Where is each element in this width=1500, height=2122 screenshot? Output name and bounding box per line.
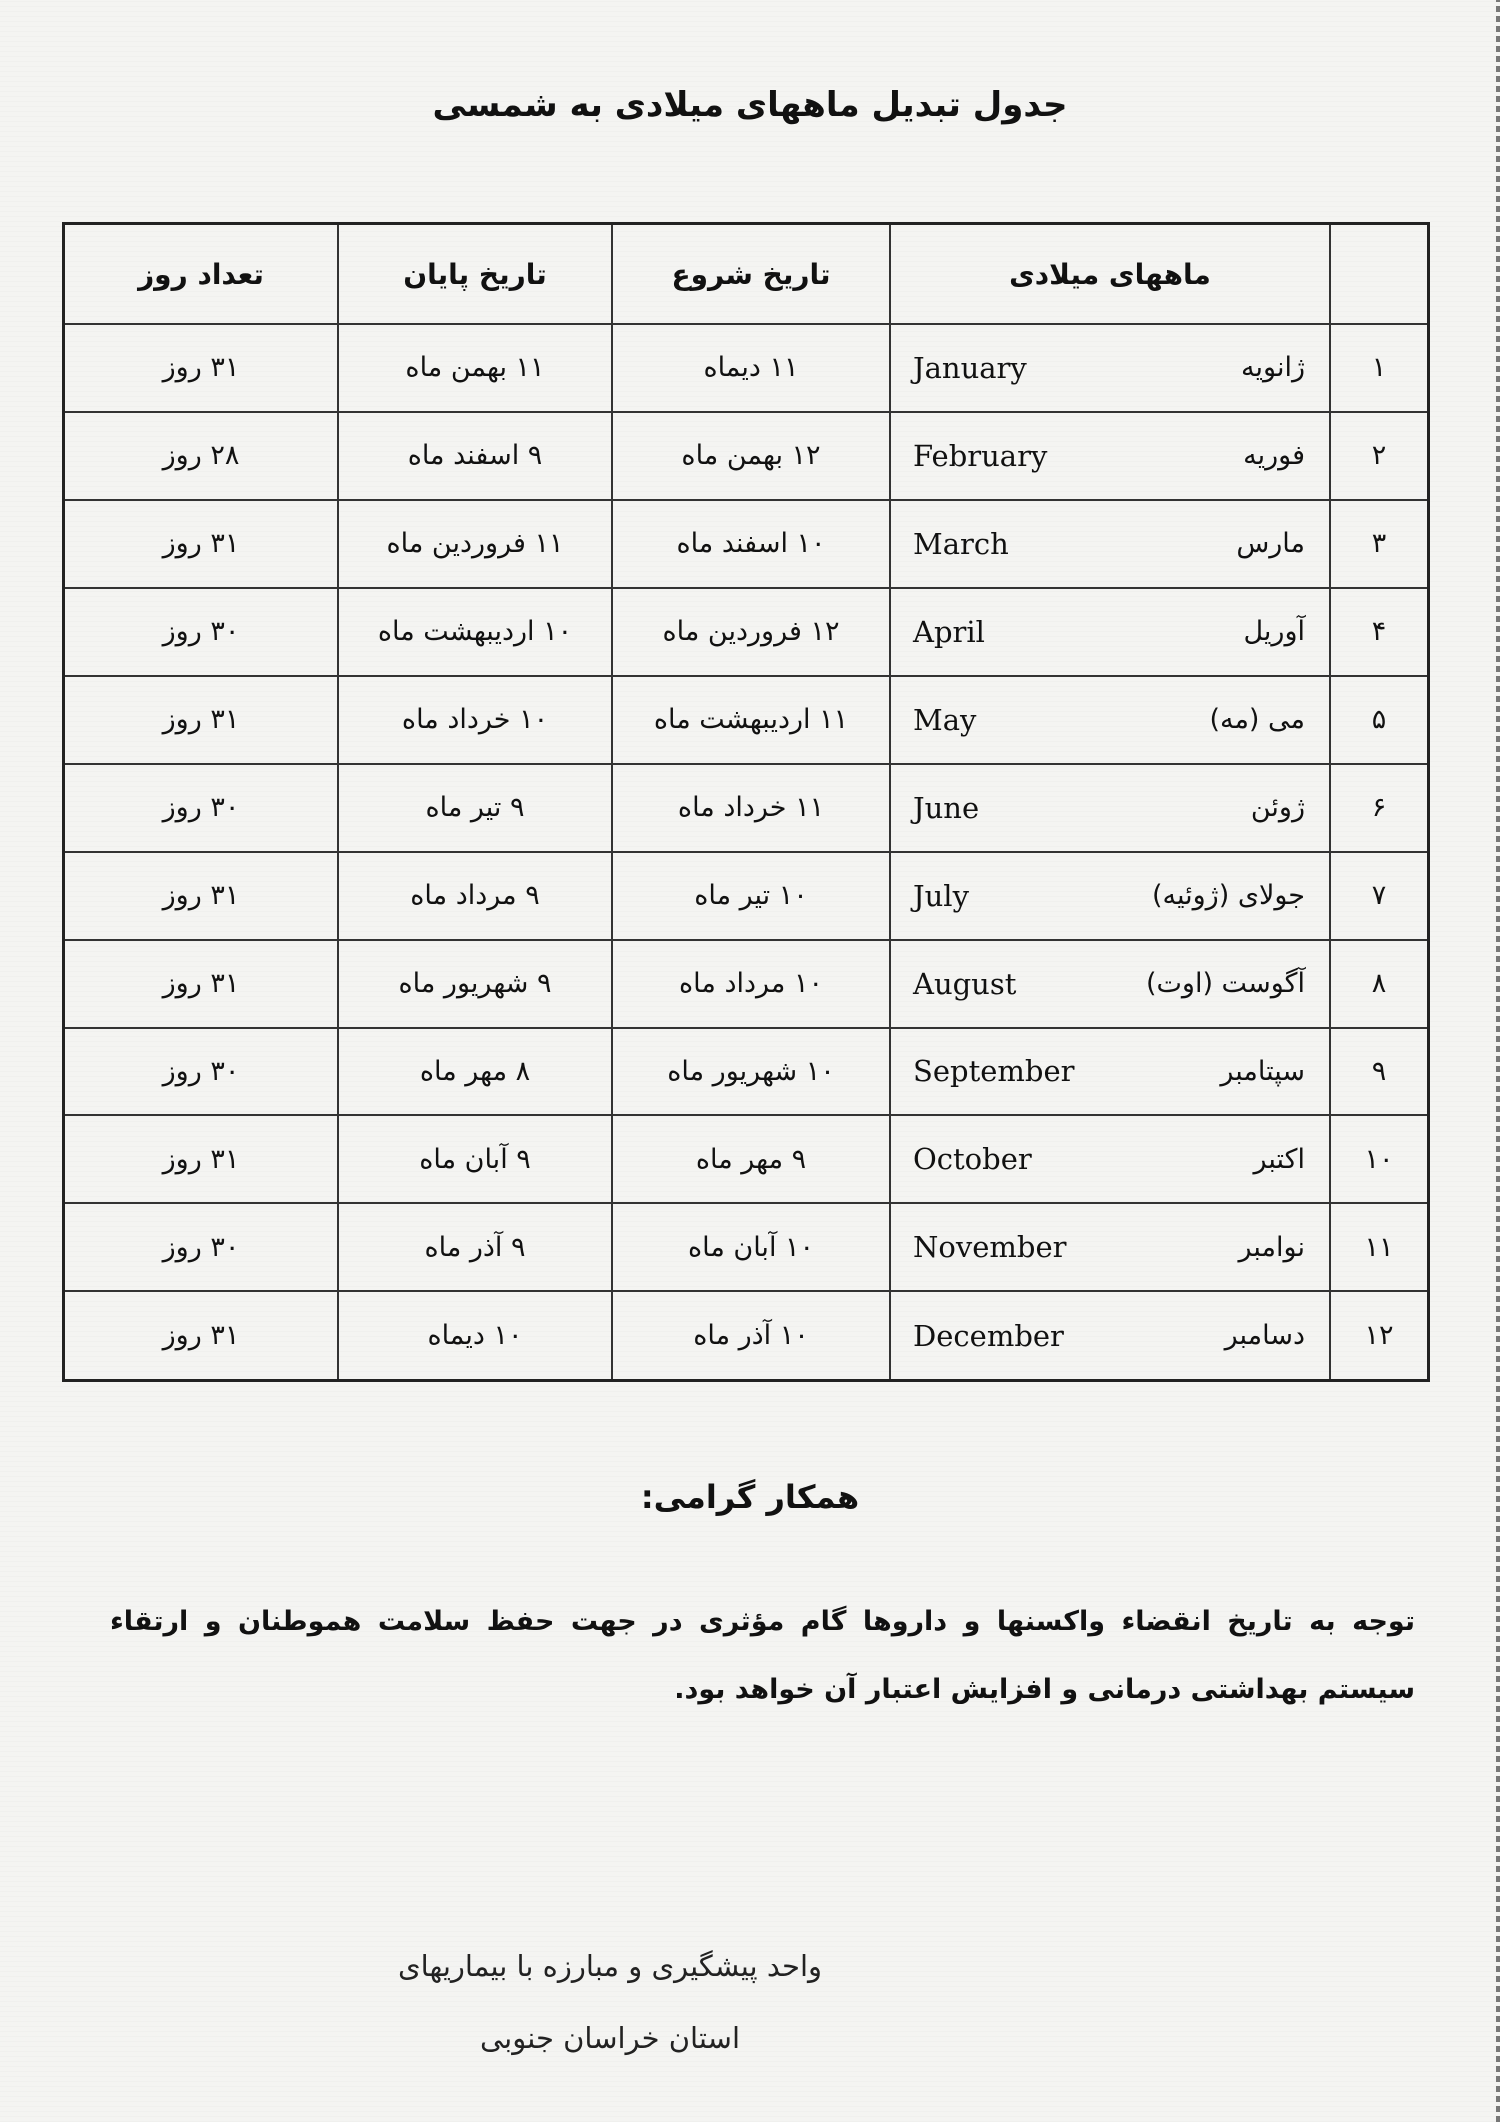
end-date: ۱۰ اردیبهشت ماه xyxy=(338,588,612,676)
table-header-row xyxy=(64,224,1429,325)
row-number: ۴ xyxy=(1330,588,1429,676)
end-date: ۹ مرداد ماه xyxy=(338,852,612,940)
row-number: ۳ xyxy=(1330,500,1429,588)
month-name-persian: اکتبر xyxy=(1253,1143,1305,1175)
month-cell xyxy=(890,1028,1330,1116)
table-row xyxy=(64,1203,1429,1291)
month-name-persian: فوریه xyxy=(1243,440,1305,472)
table-row xyxy=(64,588,1429,676)
end-date: ۸ مهر ماه xyxy=(338,1028,612,1116)
end-date: ۹ اسفند ماه xyxy=(338,412,612,500)
day-count: ۳۱ روز xyxy=(64,852,339,940)
table-row xyxy=(64,676,1429,764)
month-cell xyxy=(890,412,1330,500)
table-row xyxy=(64,500,1429,588)
row-number: ۶ xyxy=(1330,764,1429,852)
end-date: ۹ شهریور ماه xyxy=(338,940,612,1028)
month-name-persian: آگوست (اوت) xyxy=(1145,968,1305,1000)
day-count: ۳۱ روز xyxy=(64,676,339,764)
start-date: ۱۰ شهریور ماه xyxy=(612,1028,890,1116)
table-row xyxy=(64,1115,1429,1203)
day-count: ۳۰ روز xyxy=(64,588,339,676)
month-name-english: March xyxy=(913,526,1009,561)
day-count: ۳۰ روز xyxy=(64,764,339,852)
table-row xyxy=(64,852,1429,940)
table-row xyxy=(64,1291,1429,1380)
month-cell xyxy=(890,1203,1330,1291)
month-name-persian: جولای (ژوئیه) xyxy=(1151,880,1305,912)
start-date: ۱۲ فروردین ماه xyxy=(612,588,890,676)
table-row xyxy=(64,412,1429,500)
table-row xyxy=(64,764,1429,852)
row-number: ۹ xyxy=(1330,1028,1429,1116)
month-name-english: February xyxy=(913,438,1048,473)
row-number: ۵ xyxy=(1330,676,1429,764)
start-date: ۱۰ آبان ماه xyxy=(612,1203,890,1291)
end-date: ۹ تیر ماه xyxy=(338,764,612,852)
end-date: ۱۰ خرداد ماه xyxy=(338,676,612,764)
month-cell xyxy=(890,500,1330,588)
month-name-persian: مارس xyxy=(1236,528,1305,560)
row-number: ۲ xyxy=(1330,412,1429,500)
month-names xyxy=(891,1230,1329,1264)
month-name-english: April xyxy=(913,614,985,649)
header-end-date: تاریخ پایان xyxy=(338,224,612,325)
month-names xyxy=(891,439,1329,473)
signature-block xyxy=(300,1930,920,2074)
header-start-date: تاریخ شروع xyxy=(612,224,890,325)
month-names xyxy=(891,1142,1329,1176)
month-name-english: May xyxy=(913,702,977,737)
day-count: ۳۱ روز xyxy=(64,500,339,588)
month-name-persian: ژانویه xyxy=(1241,352,1305,384)
day-count: ۲۸ روز xyxy=(64,412,339,500)
row-number: ۱۰ xyxy=(1330,1115,1429,1203)
month-cell xyxy=(890,676,1330,764)
start-date: ۹ مهر ماه xyxy=(612,1115,890,1203)
month-name-english: January xyxy=(913,350,1027,385)
signature-line-2: استان خراسان جنوبی xyxy=(480,2021,740,2055)
start-date: ۱۱ خرداد ماه xyxy=(612,764,890,852)
day-count: ۳۱ روز xyxy=(64,1115,339,1203)
row-number: ۸ xyxy=(1330,940,1429,1028)
document-title: جدول تبدیل ماههای میلادی به شمسی xyxy=(432,85,1068,125)
month-name-persian: نوامبر xyxy=(1238,1231,1305,1263)
table-row xyxy=(64,1028,1429,1116)
month-name-english: June xyxy=(913,790,980,825)
header-month: ماههای میلادی xyxy=(890,224,1330,325)
month-name-english: August xyxy=(913,966,1017,1001)
month-names xyxy=(891,615,1329,649)
header-days: تعداد روز xyxy=(64,224,339,325)
month-names xyxy=(891,967,1329,1001)
start-date: ۱۱ دیماه xyxy=(612,324,890,412)
month-name-english: October xyxy=(913,1142,1032,1177)
day-count: ۳۰ روز xyxy=(64,1028,339,1116)
day-count: ۳۱ روز xyxy=(64,324,339,412)
month-name-persian: دسامبر xyxy=(1224,1320,1305,1352)
month-names xyxy=(891,1054,1329,1088)
row-number: ۱۲ xyxy=(1330,1291,1429,1380)
start-date: ۱۰ اسفند ماه xyxy=(612,500,890,588)
month-name-english: July xyxy=(913,878,969,913)
start-date: ۱۰ مرداد ماه xyxy=(612,940,890,1028)
start-date: ۱۰ آذر ماه xyxy=(612,1291,890,1380)
header-number xyxy=(1330,224,1429,325)
day-count: ۳۱ روز xyxy=(64,940,339,1028)
month-cell xyxy=(890,852,1330,940)
month-names xyxy=(891,527,1329,561)
day-count: ۳۰ روز xyxy=(64,1203,339,1291)
month-names xyxy=(891,791,1329,825)
month-cell xyxy=(890,1115,1330,1203)
month-name-english: November xyxy=(913,1230,1067,1265)
month-name-persian: می (مه) xyxy=(1209,704,1305,736)
row-number: ۱۱ xyxy=(1330,1203,1429,1291)
month-name-persian: سپتامبر xyxy=(1220,1055,1305,1087)
end-date: ۱۱ بهمن ماه xyxy=(338,324,612,412)
scan-edge xyxy=(1496,0,1500,2122)
start-date: ۱۰ تیر ماه xyxy=(612,852,890,940)
conversion-table xyxy=(62,222,1430,1382)
month-names xyxy=(891,351,1329,385)
note-paragraph: توجه به تاریخ انقضاء واکسنها و داروها گام مؤثری در جهت حفظ سلامت هموطنان و ارتقاء سیستم بهداشتی درمانی و افزایش اعتبار آن خواهد بود. xyxy=(110,1606,1415,1705)
end-date: ۱۱ فروردین ماه xyxy=(338,500,612,588)
end-date: ۹ آذر ماه xyxy=(338,1203,612,1291)
row-number: ۱ xyxy=(1330,324,1429,412)
greeting-heading: همکار گرامی: xyxy=(640,1478,860,1516)
start-date: ۱۱ اردیبهشت ماه xyxy=(612,676,890,764)
end-date: ۹ آبان ماه xyxy=(338,1115,612,1203)
signature-line-1: واحد پیشگیری و مبارزه با بیماریهای xyxy=(397,1949,823,1983)
start-date: ۱۲ بهمن ماه xyxy=(612,412,890,500)
month-names xyxy=(891,703,1329,737)
month-cell xyxy=(890,940,1330,1028)
month-name-persian: ژوئن xyxy=(1250,792,1305,824)
table-row xyxy=(64,940,1429,1028)
day-count: ۳۱ روز xyxy=(64,1291,339,1380)
month-cell xyxy=(890,588,1330,676)
end-date: ۱۰ دیماه xyxy=(338,1291,612,1380)
month-name-english: September xyxy=(913,1054,1075,1089)
month-name-persian: آوریل xyxy=(1243,616,1305,648)
month-cell xyxy=(890,324,1330,412)
month-name-english: December xyxy=(913,1318,1064,1353)
row-number: ۷ xyxy=(1330,852,1429,940)
month-names xyxy=(891,879,1329,913)
table-body xyxy=(64,324,1429,1381)
month-names xyxy=(891,1319,1329,1353)
month-cell xyxy=(890,764,1330,852)
table-row xyxy=(64,324,1429,412)
month-cell xyxy=(890,1291,1330,1380)
